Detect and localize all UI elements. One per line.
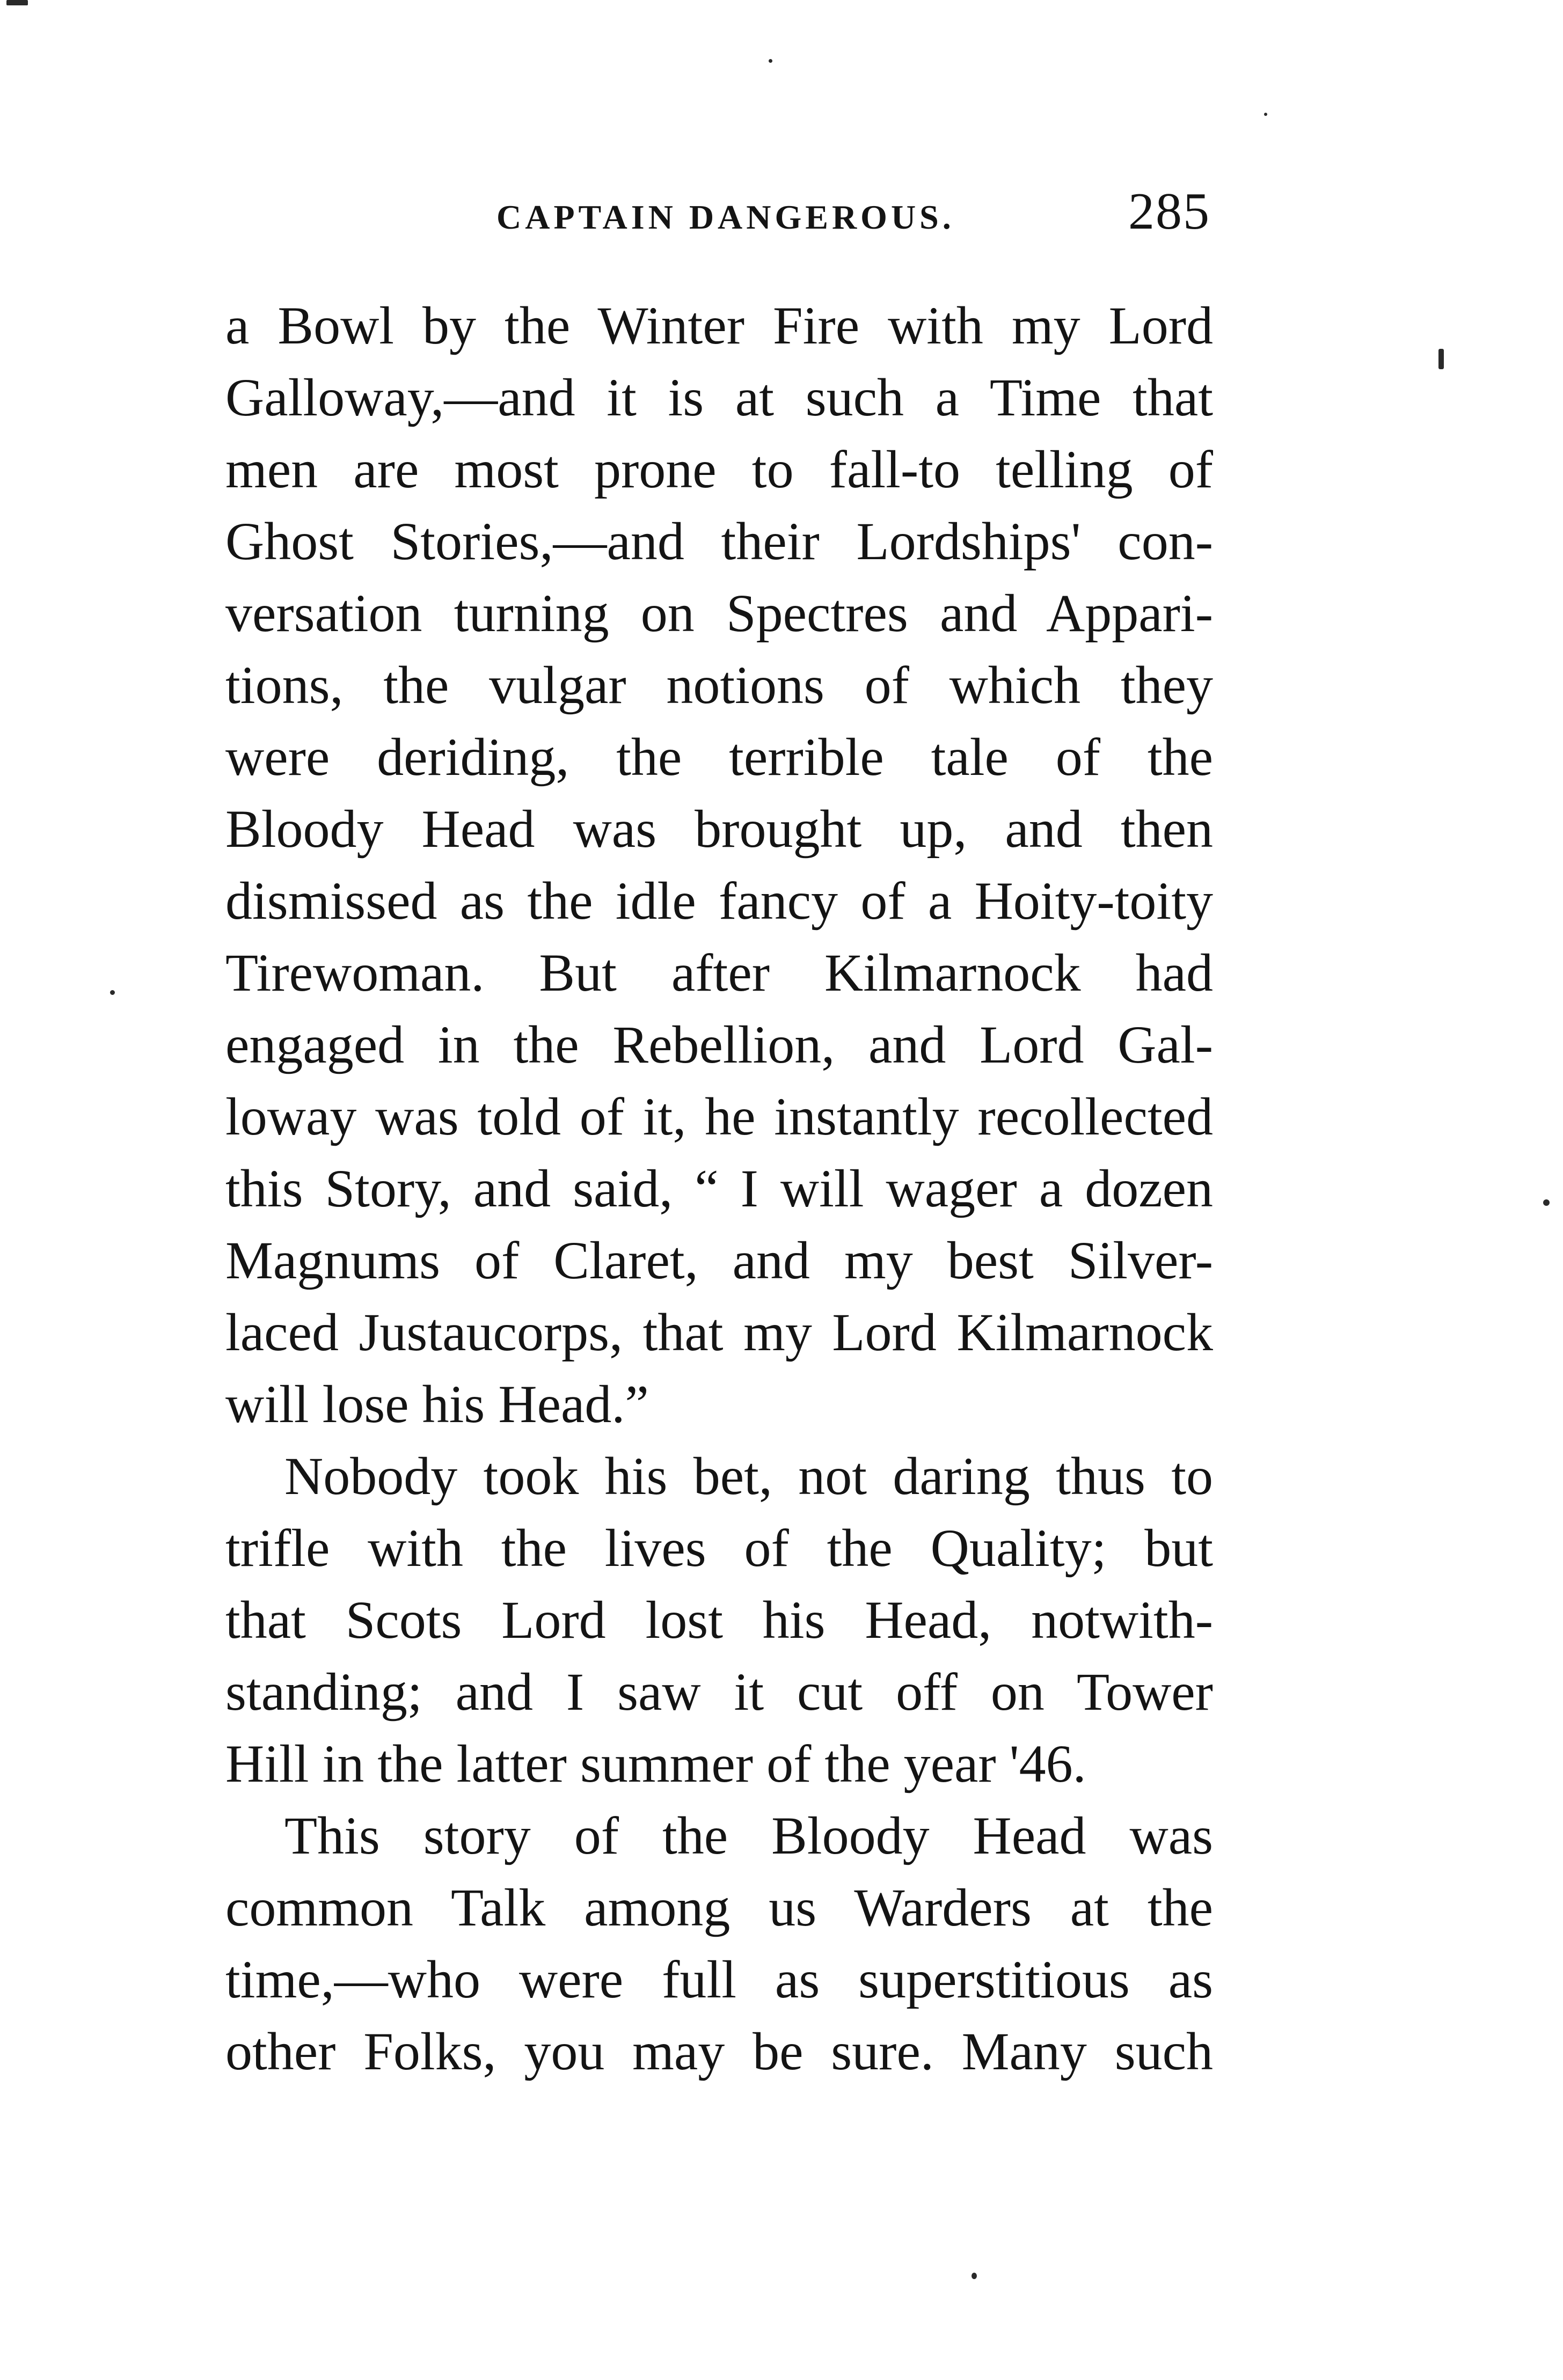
running-title: CAPTAIN DANGEROUS. <box>496 198 955 236</box>
text-line: this Story, and said, “ I will wager a dozen <box>225 1159 1213 1218</box>
page-number: 285 <box>1128 182 1210 240</box>
scan-speck <box>769 59 772 63</box>
text-line: engaged in the Rebellion, and Lord Gal- <box>225 1015 1213 1074</box>
scan-speck <box>6 0 28 5</box>
text-line: dismissed as the idle fancy of a Hoity-toity <box>225 871 1213 931</box>
text-line: standing; and I saw it cut off on Tower <box>225 1662 1213 1722</box>
text-line: Magnums of Claret, and my best Silver- <box>225 1231 1213 1290</box>
text-line: Hill in the latter summer of the year '46. <box>225 1734 1086 1793</box>
text-line: versation turning on Spectres and Appari- <box>225 583 1213 643</box>
scan-speck <box>972 2273 977 2279</box>
text-line: tions, the vulgar notions of which they <box>225 655 1213 715</box>
text-line: a Bowl by the Winter Fire with my Lord <box>225 296 1213 355</box>
text-line: common Talk among us Warders at the <box>225 1878 1213 1937</box>
page-header <box>225 182 1213 258</box>
scan-speck <box>1264 113 1267 116</box>
text-line: that Scots Lord lost his Head, notwith- <box>225 1590 1213 1650</box>
paragraph-3 <box>225 1800 1213 2088</box>
scan-speck <box>1438 349 1444 369</box>
text-line: time,—who were full as superstitious as <box>225 1950 1213 2009</box>
text-line: Ghost Stories,—and their Lordships' con- <box>225 511 1213 571</box>
paragraph-1 <box>225 290 1213 1440</box>
text-line: men are most prone to fall-to telling of <box>225 440 1213 499</box>
text-line: Galloway,—and it is at such a Time that <box>225 368 1213 427</box>
text-line: loway was told of it, he instantly recollected <box>225 1087 1213 1146</box>
text-line: will lose his Head.” <box>225 1374 649 1434</box>
text-line: other Folks, you may be sure. Many such <box>225 2022 1213 2081</box>
body-text <box>225 290 1213 2088</box>
text-line: Tirewoman. But after Kilmarnock had <box>225 943 1213 1002</box>
text-line: Nobody took his bet, not daring thus to <box>284 1446 1213 1506</box>
text-line: This story of the Bloody Head was <box>284 1806 1213 1865</box>
scan-speck <box>110 990 115 995</box>
text-line: laced Justaucorps, that my Lord Kilmarnock <box>225 1302 1213 1362</box>
text-line: were deriding, the terrible tale of the <box>225 727 1213 787</box>
scan-speck <box>1543 1199 1550 1206</box>
text-line: trifle with the lives of the Quality; but <box>225 1518 1213 1578</box>
text-line: Bloody Head was brought up, and then <box>225 799 1213 859</box>
paragraph-2 <box>225 1440 1213 1800</box>
